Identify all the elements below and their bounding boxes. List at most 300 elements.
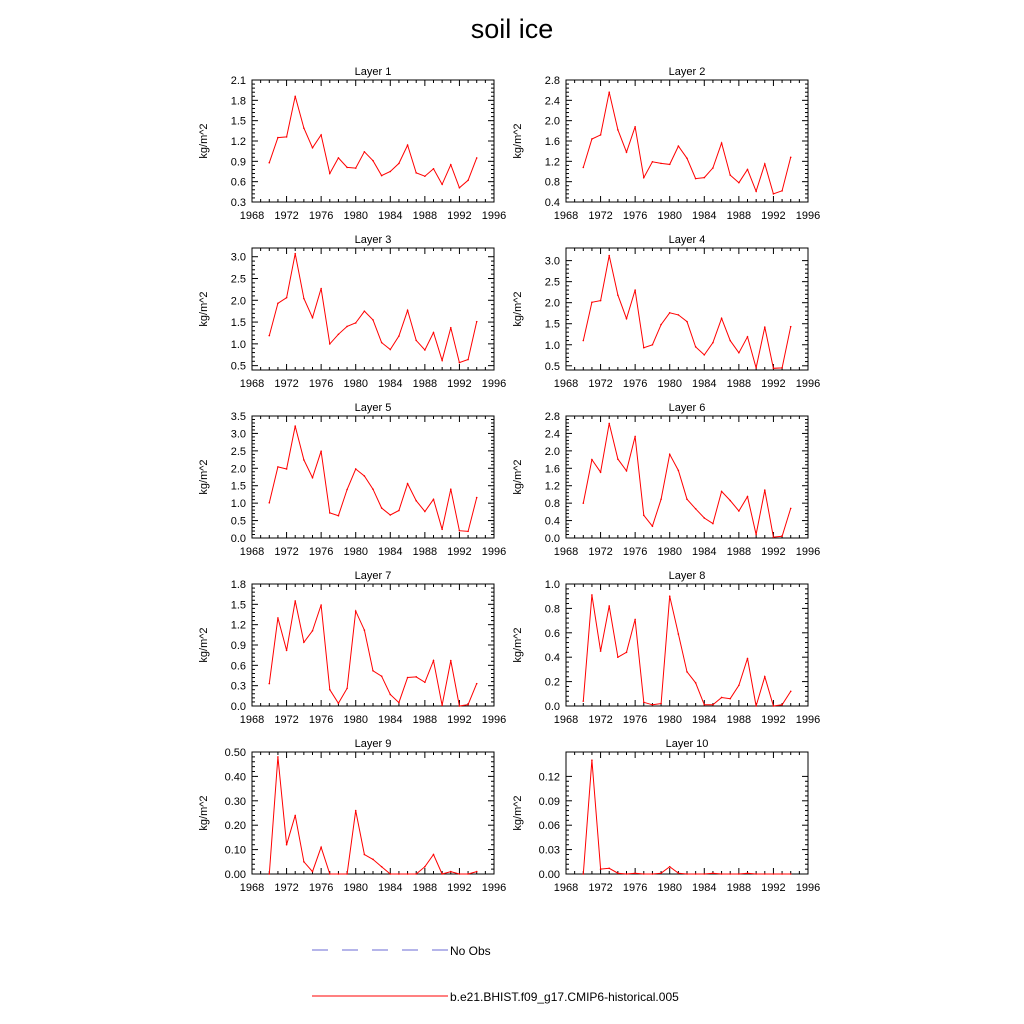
data-point: [582, 340, 584, 342]
x-tick-label: 1988: [412, 378, 438, 390]
y-tick-label: 0.30: [224, 795, 246, 808]
data-point: [634, 289, 636, 291]
data-point: [303, 127, 305, 129]
data-point: [738, 352, 740, 354]
y-tick-label: 2.0: [544, 115, 560, 128]
data-point: [355, 167, 357, 169]
panel-layer-10: [512, 738, 820, 894]
y-tick-label: 1.2: [544, 156, 560, 169]
data-point: [424, 349, 426, 351]
data-point: [407, 873, 409, 875]
y-tick-label: 0.2: [544, 676, 560, 689]
data-point: [355, 322, 357, 324]
data-point: [755, 705, 757, 707]
data-point: [600, 134, 602, 136]
data-point: [346, 688, 348, 690]
x-tick-label: 1976: [308, 210, 334, 222]
data-point: [364, 151, 366, 153]
data-point: [407, 310, 409, 312]
data-point: [450, 164, 452, 166]
y-tick-label: 0.4: [544, 515, 560, 528]
legend-model-label: b.e21.BHIST.f09_g17.CMIP6-historical.005: [450, 990, 679, 1004]
data-point: [433, 854, 435, 856]
y-tick-label: 2.0: [230, 463, 246, 476]
data-point: [441, 184, 443, 186]
data-point: [381, 507, 383, 509]
plot-frame: [252, 248, 494, 370]
data-point: [764, 326, 766, 328]
data-point: [415, 500, 417, 502]
data-point: [338, 515, 340, 517]
data-point: [721, 142, 723, 144]
y-tick-label: 1.0: [544, 339, 560, 352]
data-point: [626, 873, 628, 875]
data-point: [781, 367, 783, 369]
y-tick-label: 2.5: [230, 445, 246, 458]
data-point: [634, 126, 636, 128]
data-point: [626, 151, 628, 153]
data-point: [678, 470, 680, 472]
data-point: [329, 689, 331, 691]
data-point: [433, 660, 435, 662]
legend-obs-label: No Obs: [450, 944, 491, 958]
data-point: [389, 694, 391, 696]
x-tick-label: 1972: [588, 546, 613, 558]
x-tick-label: 1996: [481, 546, 507, 558]
data-point: [747, 496, 749, 498]
y-tick-label: 0.50: [224, 747, 246, 759]
y-axis-label: kg/m^2: [512, 123, 524, 159]
data-point: [781, 704, 783, 706]
data-point: [424, 511, 426, 513]
data-point: [738, 182, 740, 184]
x-tick-label: 1968: [239, 546, 265, 558]
data-point: [790, 508, 792, 510]
x-tick-label: 1988: [412, 882, 438, 894]
data-point: [617, 294, 619, 296]
x-tick-label: 1996: [795, 714, 821, 726]
data-point: [441, 360, 443, 362]
panel-layer-4: [512, 234, 820, 390]
x-tick-label: 1968: [553, 378, 579, 390]
data-point: [600, 471, 602, 473]
data-point: [433, 168, 435, 170]
data-point: [277, 303, 279, 305]
y-tick-label: 0.9: [230, 640, 246, 652]
data-point: [721, 491, 723, 493]
data-point: [407, 677, 409, 679]
y-tick-label: 1.8: [230, 579, 246, 591]
x-tick-label: 1988: [726, 714, 752, 726]
panel-layer-8: [512, 570, 820, 726]
data-point: [660, 163, 662, 165]
data-point: [424, 175, 426, 177]
data-point: [294, 95, 296, 97]
data-point: [286, 468, 288, 470]
data-point: [398, 163, 400, 165]
y-tick-label: 0.8: [544, 498, 560, 511]
y-tick-label: 0.5: [230, 360, 246, 373]
x-tick-label: 1988: [412, 714, 438, 726]
y-tick-label: 2.0: [544, 445, 560, 458]
x-tick-label: 1968: [239, 714, 265, 726]
y-tick-label: 1.0: [230, 498, 246, 511]
data-point: [415, 873, 417, 875]
x-tick-label: 1996: [481, 210, 507, 222]
data-point: [338, 333, 340, 335]
data-point: [764, 873, 766, 875]
y-tick-label: 0.03: [538, 844, 560, 857]
x-tick-label: 1976: [308, 546, 334, 558]
data-point: [790, 873, 792, 875]
data-point: [268, 162, 270, 164]
data-point: [424, 681, 426, 683]
y-tick-label: 2.1: [230, 75, 246, 87]
panel-title: Layer 6: [668, 402, 706, 414]
data-point: [652, 704, 654, 706]
x-tick-label: 1972: [274, 378, 299, 390]
data-point: [669, 454, 671, 456]
x-tick-label: 1976: [308, 378, 334, 390]
panel-title: Layer 1: [354, 66, 392, 78]
data-point: [600, 650, 602, 652]
y-tick-label: 2.5: [544, 276, 560, 289]
panel-title: Layer 10: [665, 738, 709, 750]
y-axis-label: kg/m^2: [512, 627, 524, 663]
data-point: [450, 871, 452, 873]
data-point: [608, 91, 610, 93]
x-tick-label: 1980: [657, 714, 682, 726]
data-point: [415, 676, 417, 678]
y-tick-label: 1.5: [230, 317, 246, 330]
panel-title: Layer 5: [354, 402, 392, 414]
data-point: [433, 499, 435, 501]
x-tick-label: 1980: [343, 210, 368, 222]
data-point: [790, 691, 792, 693]
y-tick-label: 3.5: [230, 411, 246, 423]
data-point: [312, 147, 314, 149]
y-tick-label: 0.00: [538, 869, 560, 881]
data-point: [372, 670, 374, 672]
data-point: [329, 343, 331, 345]
data-point: [312, 317, 314, 319]
data-point: [582, 873, 584, 875]
y-tick-label: 1.5: [230, 115, 246, 128]
data-point: [372, 319, 374, 321]
data-point: [424, 866, 426, 868]
x-tick-label: 1992: [447, 546, 472, 558]
x-tick-label: 1988: [726, 210, 752, 222]
data-point: [476, 683, 478, 685]
data-point: [389, 514, 391, 516]
x-tick-label: 1996: [481, 882, 507, 894]
x-tick-label: 1992: [761, 210, 786, 222]
y-tick-label: 0.3: [230, 680, 246, 693]
y-tick-label: 2.4: [544, 95, 560, 108]
x-tick-label: 1996: [481, 714, 507, 726]
data-point: [686, 157, 688, 159]
data-point: [703, 177, 705, 179]
data-point: [582, 167, 584, 169]
x-tick-label: 1972: [274, 210, 299, 222]
x-tick-label: 1980: [657, 546, 682, 558]
data-point: [355, 468, 357, 470]
x-tick-label: 1972: [588, 210, 613, 222]
data-point: [790, 326, 792, 328]
data-point: [695, 508, 697, 510]
y-axis-label: kg/m^2: [512, 459, 524, 495]
data-point: [268, 335, 270, 337]
y-tick-label: 0.8: [544, 603, 560, 616]
x-tick-label: 1976: [622, 546, 648, 558]
x-tick-label: 1968: [239, 210, 265, 222]
y-tick-label: 2.5: [230, 273, 246, 286]
x-tick-label: 1968: [553, 546, 579, 558]
data-point: [381, 675, 383, 677]
data-point: [398, 873, 400, 875]
series-line: [583, 423, 790, 537]
plot-frame: [566, 416, 808, 538]
panel-title: Layer 4: [668, 234, 706, 246]
data-point: [450, 327, 452, 329]
y-tick-label: 1.2: [230, 136, 246, 148]
data-point: [712, 167, 714, 169]
y-tick-label: 0.0: [544, 533, 560, 545]
data-point: [747, 658, 749, 660]
data-point: [686, 873, 688, 875]
x-tick-label: 1996: [795, 210, 821, 222]
data-point: [773, 368, 775, 370]
y-tick-label: 0.20: [224, 820, 246, 833]
data-point: [582, 700, 584, 702]
data-point: [617, 656, 619, 658]
data-point: [320, 604, 322, 606]
data-point: [364, 854, 366, 856]
data-point: [398, 510, 400, 512]
y-tick-label: 0.6: [230, 660, 246, 673]
data-point: [338, 702, 340, 704]
x-tick-label: 1988: [726, 546, 752, 558]
y-tick-label: 0.0: [544, 701, 560, 713]
data-point: [660, 498, 662, 500]
data-point: [703, 517, 705, 519]
data-point: [600, 868, 602, 870]
data-point: [346, 489, 348, 491]
data-point: [626, 652, 628, 654]
data-point: [729, 500, 731, 502]
data-point: [476, 871, 478, 873]
data-point: [755, 367, 757, 369]
x-tick-label: 1980: [343, 882, 368, 894]
data-point: [591, 759, 593, 761]
data-point: [277, 137, 279, 139]
x-tick-label: 1988: [726, 378, 752, 390]
data-point: [652, 344, 654, 346]
data-point: [329, 873, 331, 875]
x-tick-label: 1972: [588, 378, 613, 390]
x-tick-label: 1972: [588, 882, 613, 894]
x-tick-label: 1984: [378, 210, 403, 222]
data-point: [407, 483, 409, 485]
figure-title: soil ice: [470, 14, 554, 44]
x-tick-label: 1980: [657, 378, 682, 390]
data-point: [755, 191, 757, 193]
data-point: [738, 684, 740, 686]
y-axis-label: kg/m^2: [198, 291, 210, 327]
data-point: [634, 436, 636, 438]
x-tick-label: 1980: [343, 378, 368, 390]
data-point: [346, 326, 348, 328]
y-axis-label: kg/m^2: [198, 795, 210, 831]
data-point: [320, 450, 322, 452]
panel-layer-7: [198, 570, 506, 726]
data-point: [450, 660, 452, 662]
data-point: [764, 163, 766, 165]
y-tick-label: 0.4: [544, 197, 560, 209]
x-tick-label: 1996: [795, 882, 821, 894]
y-tick-label: 3.0: [230, 251, 246, 264]
data-point: [652, 525, 654, 527]
data-point: [755, 534, 757, 536]
y-tick-label: 1.5: [230, 599, 246, 612]
data-point: [643, 702, 645, 704]
x-tick-label: 1984: [692, 210, 717, 222]
y-tick-label: 0.9: [230, 156, 246, 169]
y-tick-label: 0.6: [544, 627, 560, 640]
data-point: [268, 683, 270, 685]
x-tick-label: 1968: [553, 210, 579, 222]
data-point: [764, 489, 766, 491]
data-point: [669, 595, 671, 597]
y-axis-label: kg/m^2: [198, 459, 210, 495]
data-point: [660, 324, 662, 326]
panel-title: Layer 8: [668, 570, 706, 582]
data-point: [277, 617, 279, 619]
data-point: [643, 347, 645, 349]
data-point: [268, 873, 270, 875]
plot-frame: [252, 584, 494, 706]
data-point: [617, 458, 619, 460]
x-tick-label: 1976: [622, 210, 648, 222]
data-point: [712, 523, 714, 525]
data-point: [773, 536, 775, 538]
x-tick-label: 1992: [447, 714, 472, 726]
data-point: [355, 810, 357, 812]
panel-layer-9: [198, 738, 506, 894]
data-point: [294, 600, 296, 602]
data-point: [591, 301, 593, 303]
data-point: [476, 497, 478, 499]
data-point: [459, 873, 461, 875]
y-tick-label: 0.6: [230, 176, 246, 189]
data-point: [678, 145, 680, 147]
panel-title: Layer 9: [354, 738, 392, 750]
y-tick-label: 0.40: [224, 771, 246, 784]
plot-frame: [566, 752, 808, 874]
series-line: [583, 256, 790, 369]
data-point: [346, 167, 348, 169]
data-point: [441, 705, 443, 707]
panel-layer-2: [512, 66, 820, 222]
series-line: [269, 757, 476, 874]
x-tick-label: 1992: [447, 882, 472, 894]
data-point: [703, 873, 705, 875]
y-tick-label: 1.0: [230, 338, 246, 351]
data-point: [712, 342, 714, 344]
data-point: [703, 354, 705, 356]
x-tick-label: 1984: [378, 546, 403, 558]
x-tick-label: 1968: [239, 378, 265, 390]
y-tick-label: 0.0: [230, 701, 246, 713]
y-tick-label: 3.0: [230, 428, 246, 441]
data-point: [277, 756, 279, 758]
y-tick-label: 1.2: [230, 619, 246, 632]
y-tick-label: 0.8: [544, 176, 560, 189]
x-tick-label: 1968: [239, 882, 265, 894]
data-point: [286, 650, 288, 652]
data-point: [372, 488, 374, 490]
data-point: [591, 594, 593, 596]
data-point: [320, 134, 322, 136]
plot-frame: [566, 80, 808, 202]
data-point: [372, 859, 374, 861]
data-point: [303, 298, 305, 300]
x-tick-label: 1988: [412, 546, 438, 558]
data-point: [294, 253, 296, 255]
data-point: [476, 157, 478, 159]
data-point: [268, 502, 270, 504]
data-point: [415, 340, 417, 342]
data-point: [389, 349, 391, 351]
x-tick-label: 1984: [378, 714, 403, 726]
x-tick-label: 1968: [553, 714, 579, 726]
data-point: [660, 872, 662, 874]
x-tick-label: 1972: [588, 714, 613, 726]
y-tick-label: 1.6: [544, 463, 560, 476]
data-point: [286, 297, 288, 299]
data-point: [660, 703, 662, 705]
data-point: [346, 873, 348, 875]
data-point: [338, 157, 340, 159]
y-axis-label: kg/m^2: [512, 795, 524, 831]
data-point: [467, 359, 469, 361]
data-point: [389, 171, 391, 173]
data-point: [781, 535, 783, 537]
data-point: [738, 510, 740, 512]
data-point: [764, 676, 766, 678]
x-tick-label: 1972: [274, 546, 299, 558]
x-tick-label: 1996: [795, 378, 821, 390]
data-point: [441, 873, 443, 875]
y-tick-label: 2.8: [544, 411, 560, 423]
data-point: [608, 605, 610, 607]
data-point: [729, 698, 731, 700]
data-point: [626, 318, 628, 320]
data-point: [459, 530, 461, 532]
data-point: [695, 178, 697, 180]
data-point: [617, 129, 619, 131]
data-point: [721, 873, 723, 875]
data-point: [320, 846, 322, 848]
data-point: [678, 314, 680, 316]
data-point: [355, 610, 357, 612]
data-point: [303, 641, 305, 643]
y-tick-label: 1.6: [544, 136, 560, 148]
data-point: [381, 866, 383, 868]
data-point: [608, 423, 610, 425]
series-line: [583, 92, 790, 194]
data-point: [669, 312, 671, 314]
